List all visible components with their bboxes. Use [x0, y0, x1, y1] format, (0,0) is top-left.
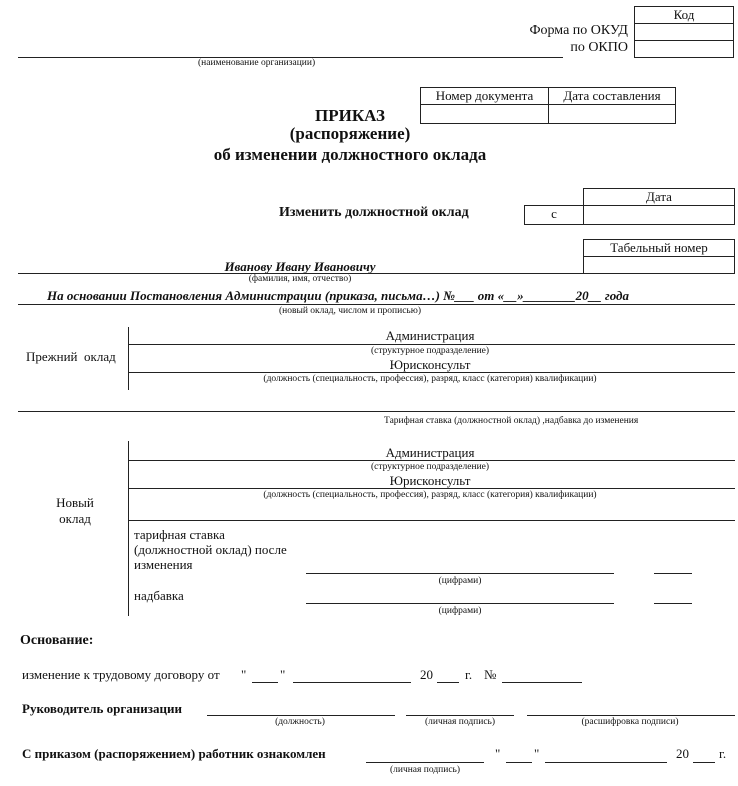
bonus-label: надбавка: [134, 588, 184, 603]
contract-number-input[interactable]: [502, 682, 582, 683]
head-position-caption: (должность): [275, 717, 325, 727]
old-position-line: [128, 372, 735, 373]
new-rate-digits-caption: (цифрами): [438, 576, 482, 586]
tab-number-cell[interactable]: [583, 256, 735, 274]
okud-label: Форма по ОКУД: [529, 23, 628, 38]
title-line-2: (распоряжение): [289, 124, 411, 143]
old-rate-line[interactable]: [18, 411, 735, 412]
new-rate-input[interactable]: [306, 573, 614, 574]
new-salary-divider: [128, 441, 129, 616]
from-cell: с: [524, 205, 584, 225]
contract-year-suffix: г.: [465, 667, 473, 682]
old-department[interactable]: Администрация: [385, 328, 475, 343]
basis-text[interactable]: На основании Постановления Администрации (приказа, письма…) №___ от «__»________20__ года: [47, 288, 629, 303]
basis-line: [18, 304, 735, 305]
doc-number-cell[interactable]: [420, 104, 549, 124]
date-header: Дата: [583, 188, 735, 206]
contract-year-input[interactable]: [437, 682, 459, 683]
acknowledge-year-suffix: г.: [719, 746, 727, 761]
code-header: Код: [634, 6, 734, 24]
old-department-line: [128, 344, 735, 345]
bonus-short-input[interactable]: [654, 603, 692, 604]
new-department-line: [128, 460, 735, 461]
page-title: об изменении должностного оклада: [213, 145, 487, 164]
title-line-1: ПРИКАЗ: [315, 106, 385, 125]
new-position-line: [128, 488, 735, 489]
acknowledge-year-input[interactable]: [693, 762, 715, 763]
new-salary-label-1: Новый: [56, 495, 94, 510]
old-position-caption: (должность (специальность, профессия), разряд, класс (категория) квалификации): [263, 374, 597, 384]
old-salary-divider: [128, 327, 129, 390]
contract-day-input[interactable]: [252, 682, 278, 683]
new-rate-short-input[interactable]: [654, 573, 692, 574]
contract-number-sign: №: [484, 667, 497, 682]
employee-name-caption: (фамилия, имя, отчество): [248, 274, 352, 284]
okpo-label: по ОКПО: [570, 40, 628, 55]
acknowledge-label: С приказом (распоряжением) работник ознакомлен: [22, 746, 326, 761]
old-salary-label: Прежний оклад: [26, 349, 116, 364]
basis-heading: Основание:: [20, 633, 94, 648]
acknowledge-close-quote: ": [534, 746, 540, 761]
contract-close-quote: ": [280, 667, 286, 682]
effective-date-cell[interactable]: [583, 205, 735, 225]
new-rate-label-3: изменения: [134, 557, 193, 572]
acknowledge-signature-input[interactable]: [366, 762, 484, 763]
okud-code-cell[interactable]: [634, 23, 734, 41]
new-block-separator: [128, 520, 735, 521]
org-caption: (наименование организации): [198, 58, 316, 68]
new-position-caption: (должность (специальность, профессия), разряд, класс (категория) квалификации): [263, 490, 597, 500]
employee-name[interactable]: Иванову Ивану Ивановичу: [224, 259, 376, 274]
new-rate-label-2: (должностной оклад) после: [134, 542, 287, 557]
new-salary-label-2: оклад: [59, 511, 91, 526]
new-department-caption: (структурное подразделение): [370, 462, 490, 472]
new-department[interactable]: Администрация: [385, 445, 475, 460]
head-label: Руководитель организации: [22, 701, 182, 716]
contract-year-prefix: 20: [420, 667, 433, 682]
acknowledge-day-input[interactable]: [506, 762, 532, 763]
acknowledge-year-prefix: 20: [676, 746, 689, 761]
doc-date-cell[interactable]: [548, 104, 676, 124]
basis-caption: (новый оклад, числом и прописью): [278, 306, 422, 316]
head-decoding-input[interactable]: [527, 715, 735, 716]
old-position[interactable]: Юрисконсульт: [389, 357, 471, 372]
head-signature-input[interactable]: [406, 715, 514, 716]
head-position-input[interactable]: [207, 715, 395, 716]
acknowledge-month-input[interactable]: [545, 762, 667, 763]
new-position[interactable]: Юрисконсульт: [389, 473, 471, 488]
doc-date-header: Дата составления: [548, 87, 676, 105]
acknowledge-open-quote: ": [495, 746, 501, 761]
doc-number-header: Номер документа: [420, 87, 549, 105]
old-rate-caption: Тарифная ставка (должностной оклад) ,надбавка до изменения: [384, 416, 639, 426]
old-department-caption: (структурное подразделение): [370, 346, 490, 356]
new-rate-label-1: тарифная ставка: [134, 527, 225, 542]
okpo-code-cell[interactable]: [634, 40, 734, 58]
contract-month-input[interactable]: [293, 682, 411, 683]
bonus-input[interactable]: [306, 603, 614, 604]
contract-open-quote: ": [241, 667, 247, 682]
head-decoding-caption: (расшифровка подписи): [581, 717, 679, 727]
tab-number-header: Табельный номер: [583, 239, 735, 257]
change-salary-label: Изменить должностной оклад: [279, 205, 469, 220]
head-signature-caption: (личная подпись): [424, 717, 496, 727]
bonus-digits-caption: (цифрами): [438, 606, 482, 616]
contract-label: изменение к трудовому договору от: [22, 667, 220, 682]
acknowledge-signature-caption: (личная подпись): [389, 765, 461, 775]
